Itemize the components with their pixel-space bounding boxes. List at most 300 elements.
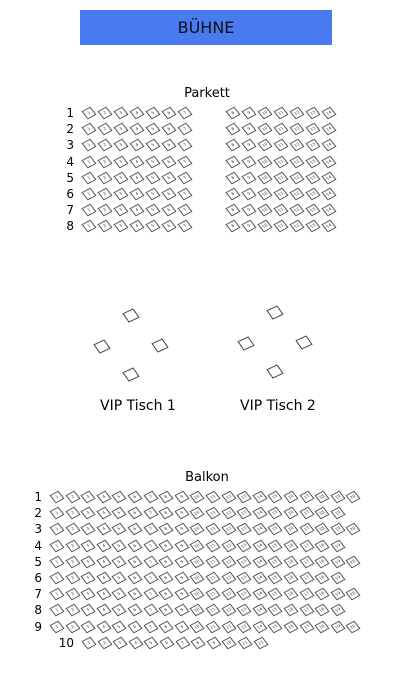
balkon-seat[interactable]: 16 xyxy=(283,539,298,552)
balkon-seat[interactable]: 13 xyxy=(237,507,252,520)
balkon-seat[interactable]: 7 xyxy=(143,491,158,504)
balkon-seat[interactable]: 3 xyxy=(81,507,96,520)
balkon-seat[interactable]: 13 xyxy=(237,539,252,552)
balkon-seat[interactable]: 12 xyxy=(221,507,236,520)
balkon-seat[interactable]: 16 xyxy=(283,523,298,536)
balkon-seat[interactable]: 19 xyxy=(330,620,345,633)
balkon-seat[interactable]: 14 xyxy=(252,539,267,552)
balkon-seat[interactable]: 12 xyxy=(221,539,236,552)
balkon-seat[interactable]: 9 xyxy=(174,572,189,585)
parkett-seat[interactable]: 4 xyxy=(129,139,144,152)
balkon-seat[interactable]: 12 xyxy=(221,620,236,633)
parkett-seat[interactable]: 2 xyxy=(97,123,112,136)
parkett-seat[interactable]: 4 xyxy=(129,204,144,217)
parkett-seat[interactable]: 13 xyxy=(305,107,320,120)
parkett-seat[interactable]: 13 xyxy=(305,204,320,217)
balkon-seat[interactable]: 7 xyxy=(143,588,158,601)
balkon-seat[interactable]: 17 xyxy=(299,491,314,504)
parkett-seat[interactable]: 7 xyxy=(177,155,192,168)
vip-table-1-seat[interactable] xyxy=(122,308,139,322)
balkon-seat[interactable]: 6 xyxy=(127,523,142,536)
balkon-seat[interactable]: 8 xyxy=(159,539,174,552)
balkon-seat[interactable]: 12 xyxy=(221,588,236,601)
parkett-seat[interactable]: 3 xyxy=(113,155,128,168)
balkon-seat[interactable]: 9 xyxy=(174,491,189,504)
balkon-seat[interactable]: 10 xyxy=(190,572,205,585)
balkon-seat[interactable]: 9 xyxy=(174,620,189,633)
parkett-seat[interactable]: 9 xyxy=(241,204,256,217)
parkett-seat[interactable]: 11 xyxy=(273,107,288,120)
balkon-seat[interactable]: 4 xyxy=(96,555,111,568)
parkett-seat[interactable]: 7 xyxy=(177,139,192,152)
parkett-seat[interactable]: 6 xyxy=(161,220,176,233)
balkon-seat[interactable]: 5 xyxy=(112,491,127,504)
parkett-seat[interactable]: 1 xyxy=(81,204,96,217)
parkett-seat[interactable]: 11 xyxy=(273,220,288,233)
balkon-seat[interactable]: 2 xyxy=(65,588,80,601)
parkett-seat[interactable]: 7 xyxy=(177,204,192,217)
balkon-seat[interactable]: 8 xyxy=(159,620,174,633)
parkett-seat[interactable]: 6 xyxy=(161,123,176,136)
balkon-seat[interactable]: 15 xyxy=(268,620,283,633)
balkon-seat[interactable]: 12 xyxy=(221,572,236,585)
balkon-seat[interactable]: 13 xyxy=(237,555,252,568)
balkon-seat[interactable]: 20 xyxy=(346,523,361,536)
balkon-seat[interactable]: 8 xyxy=(191,636,206,649)
balkon-seat[interactable]: 4 xyxy=(96,588,111,601)
balkon-seat[interactable]: 11 xyxy=(205,507,220,520)
balkon-seat[interactable]: 6 xyxy=(127,588,142,601)
parkett-seat[interactable]: 10 xyxy=(257,107,272,120)
balkon-seat[interactable]: 18 xyxy=(315,588,330,601)
parkett-seat[interactable]: 11 xyxy=(273,188,288,201)
balkon-seat[interactable]: 4 xyxy=(96,620,111,633)
parkett-seat[interactable]: 10 xyxy=(257,188,272,201)
parkett-seat[interactable]: 1 xyxy=(81,139,96,152)
balkon-seat[interactable]: 7 xyxy=(175,636,190,649)
balkon-seat[interactable]: 19 xyxy=(330,572,345,585)
balkon-seat[interactable]: 7 xyxy=(143,555,158,568)
balkon-seat[interactable]: 15 xyxy=(268,539,283,552)
parkett-seat[interactable]: 14 xyxy=(321,107,336,120)
parkett-seat[interactable]: 11 xyxy=(273,139,288,152)
parkett-seat[interactable]: 8 xyxy=(225,107,240,120)
balkon-seat[interactable]: 8 xyxy=(159,572,174,585)
balkon-seat[interactable]: 16 xyxy=(283,620,298,633)
parkett-seat[interactable]: 12 xyxy=(289,220,304,233)
parkett-seat[interactable]: 2 xyxy=(97,139,112,152)
balkon-seat[interactable]: 18 xyxy=(315,555,330,568)
balkon-seat[interactable]: 7 xyxy=(143,507,158,520)
balkon-seat[interactable]: 5 xyxy=(112,620,127,633)
balkon-seat[interactable]: 1 xyxy=(49,507,64,520)
parkett-seat[interactable]: 1 xyxy=(81,155,96,168)
balkon-seat[interactable]: 5 xyxy=(112,523,127,536)
parkett-seat[interactable]: 3 xyxy=(113,171,128,184)
balkon-seat[interactable]: 12 xyxy=(221,491,236,504)
parkett-seat[interactable]: 10 xyxy=(257,171,272,184)
parkett-seat[interactable]: 4 xyxy=(129,188,144,201)
balkon-seat[interactable]: 1 xyxy=(81,636,96,649)
parkett-seat[interactable]: 8 xyxy=(225,204,240,217)
balkon-seat[interactable]: 14 xyxy=(252,572,267,585)
parkett-seat[interactable]: 9 xyxy=(241,155,256,168)
parkett-seat[interactable]: 4 xyxy=(129,107,144,120)
balkon-seat[interactable]: 3 xyxy=(81,620,96,633)
balkon-seat[interactable]: 2 xyxy=(97,636,112,649)
parkett-seat[interactable]: 9 xyxy=(241,188,256,201)
balkon-seat[interactable]: 11 xyxy=(205,588,220,601)
parkett-seat[interactable]: 1 xyxy=(81,171,96,184)
parkett-seat[interactable]: 13 xyxy=(305,139,320,152)
balkon-seat[interactable]: 19 xyxy=(330,523,345,536)
balkon-seat[interactable]: 5 xyxy=(144,636,159,649)
parkett-seat[interactable]: 13 xyxy=(305,188,320,201)
balkon-seat[interactable]: 11 xyxy=(237,636,252,649)
parkett-seat[interactable]: 3 xyxy=(113,188,128,201)
parkett-seat[interactable]: 12 xyxy=(289,155,304,168)
parkett-seat[interactable]: 6 xyxy=(161,139,176,152)
balkon-seat[interactable]: 13 xyxy=(237,588,252,601)
balkon-seat[interactable]: 6 xyxy=(127,620,142,633)
balkon-seat[interactable]: 15 xyxy=(268,604,283,617)
parkett-seat[interactable]: 9 xyxy=(241,139,256,152)
parkett-seat[interactable]: 11 xyxy=(273,123,288,136)
balkon-seat[interactable]: 19 xyxy=(330,491,345,504)
balkon-seat[interactable]: 1 xyxy=(49,604,64,617)
parkett-seat[interactable]: 7 xyxy=(177,171,192,184)
balkon-seat[interactable]: 8 xyxy=(159,588,174,601)
balkon-seat[interactable]: 17 xyxy=(299,604,314,617)
balkon-seat[interactable]: 10 xyxy=(190,491,205,504)
balkon-seat[interactable]: 5 xyxy=(112,507,127,520)
balkon-seat[interactable]: 10 xyxy=(190,588,205,601)
balkon-seat[interactable]: 13 xyxy=(237,604,252,617)
balkon-seat[interactable]: 4 xyxy=(96,507,111,520)
balkon-seat[interactable]: 2 xyxy=(65,539,80,552)
balkon-seat[interactable]: 10 xyxy=(190,555,205,568)
balkon-seat[interactable]: 1 xyxy=(49,572,64,585)
balkon-seat[interactable]: 8 xyxy=(159,555,174,568)
balkon-seat[interactable]: 20 xyxy=(346,555,361,568)
balkon-seat[interactable]: 4 xyxy=(96,491,111,504)
balkon-seat[interactable]: 10 xyxy=(222,636,237,649)
balkon-seat[interactable]: 2 xyxy=(65,604,80,617)
balkon-seat[interactable]: 14 xyxy=(252,491,267,504)
balkon-seat[interactable]: 7 xyxy=(143,539,158,552)
balkon-seat[interactable]: 17 xyxy=(299,523,314,536)
balkon-seat[interactable]: 16 xyxy=(283,491,298,504)
balkon-seat[interactable]: 12 xyxy=(253,636,268,649)
parkett-seat[interactable]: 7 xyxy=(177,123,192,136)
balkon-seat[interactable]: 18 xyxy=(315,507,330,520)
balkon-seat[interactable]: 14 xyxy=(252,555,267,568)
balkon-seat[interactable]: 10 xyxy=(190,620,205,633)
balkon-seat[interactable]: 15 xyxy=(268,507,283,520)
balkon-seat[interactable]: 9 xyxy=(174,539,189,552)
parkett-seat[interactable]: 3 xyxy=(113,220,128,233)
balkon-seat[interactable]: 5 xyxy=(112,572,127,585)
balkon-seat[interactable]: 6 xyxy=(127,572,142,585)
balkon-seat[interactable]: 1 xyxy=(49,620,64,633)
parkett-seat[interactable]: 12 xyxy=(289,107,304,120)
parkett-seat[interactable]: 12 xyxy=(289,171,304,184)
parkett-seat[interactable]: 4 xyxy=(129,220,144,233)
parkett-seat[interactable]: 1 xyxy=(81,220,96,233)
balkon-seat[interactable]: 6 xyxy=(127,555,142,568)
balkon-seat[interactable]: 5 xyxy=(112,588,127,601)
balkon-seat[interactable]: 9 xyxy=(174,523,189,536)
balkon-seat[interactable]: 8 xyxy=(159,604,174,617)
balkon-seat[interactable]: 3 xyxy=(113,636,128,649)
parkett-seat[interactable]: 9 xyxy=(241,171,256,184)
parkett-seat[interactable]: 14 xyxy=(321,188,336,201)
parkett-seat[interactable]: 12 xyxy=(289,204,304,217)
parkett-seat[interactable]: 14 xyxy=(321,139,336,152)
parkett-seat[interactable]: 3 xyxy=(113,123,128,136)
balkon-seat[interactable]: 11 xyxy=(205,572,220,585)
vip-table-2-seat[interactable] xyxy=(237,336,254,350)
parkett-seat[interactable]: 4 xyxy=(129,171,144,184)
balkon-seat[interactable]: 6 xyxy=(127,604,142,617)
parkett-seat[interactable]: 12 xyxy=(289,123,304,136)
balkon-seat[interactable]: 14 xyxy=(252,620,267,633)
parkett-seat[interactable]: 10 xyxy=(257,220,272,233)
parkett-seat[interactable]: 14 xyxy=(321,171,336,184)
parkett-seat[interactable]: 10 xyxy=(257,123,272,136)
parkett-seat[interactable]: 6 xyxy=(161,171,176,184)
balkon-seat[interactable]: 19 xyxy=(330,588,345,601)
balkon-seat[interactable]: 17 xyxy=(299,588,314,601)
balkon-seat[interactable]: 6 xyxy=(159,636,174,649)
balkon-seat[interactable]: 5 xyxy=(112,539,127,552)
balkon-seat[interactable]: 11 xyxy=(205,555,220,568)
parkett-seat[interactable]: 13 xyxy=(305,155,320,168)
parkett-seat[interactable]: 1 xyxy=(81,188,96,201)
balkon-seat[interactable]: 19 xyxy=(330,507,345,520)
parkett-seat[interactable]: 7 xyxy=(177,220,192,233)
balkon-seat[interactable]: 1 xyxy=(49,491,64,504)
balkon-seat[interactable]: 8 xyxy=(159,507,174,520)
balkon-seat[interactable]: 17 xyxy=(299,572,314,585)
balkon-seat[interactable]: 14 xyxy=(252,588,267,601)
parkett-seat[interactable]: 14 xyxy=(321,123,336,136)
parkett-seat[interactable]: 5 xyxy=(145,171,160,184)
parkett-seat[interactable]: 10 xyxy=(257,155,272,168)
balkon-seat[interactable]: 12 xyxy=(221,555,236,568)
balkon-seat[interactable]: 20 xyxy=(346,491,361,504)
balkon-seat[interactable]: 2 xyxy=(65,491,80,504)
balkon-seat[interactable]: 1 xyxy=(49,555,64,568)
parkett-seat[interactable]: 5 xyxy=(145,139,160,152)
balkon-seat[interactable]: 2 xyxy=(65,507,80,520)
balkon-seat[interactable]: 3 xyxy=(81,572,96,585)
parkett-seat[interactable]: 14 xyxy=(321,155,336,168)
balkon-seat[interactable]: 11 xyxy=(205,604,220,617)
balkon-seat[interactable]: 4 xyxy=(96,572,111,585)
parkett-seat[interactable]: 6 xyxy=(161,204,176,217)
parkett-seat[interactable]: 3 xyxy=(113,204,128,217)
parkett-seat[interactable]: 13 xyxy=(305,220,320,233)
balkon-seat[interactable]: 10 xyxy=(190,539,205,552)
balkon-seat[interactable]: 10 xyxy=(190,604,205,617)
parkett-seat[interactable]: 9 xyxy=(241,123,256,136)
balkon-seat[interactable]: 19 xyxy=(330,539,345,552)
balkon-seat[interactable]: 19 xyxy=(330,604,345,617)
balkon-seat[interactable]: 18 xyxy=(315,620,330,633)
balkon-seat[interactable]: 12 xyxy=(221,523,236,536)
parkett-seat[interactable]: 2 xyxy=(97,188,112,201)
parkett-seat[interactable]: 12 xyxy=(289,188,304,201)
parkett-seat[interactable]: 2 xyxy=(97,204,112,217)
balkon-seat[interactable]: 11 xyxy=(205,620,220,633)
vip-table-2-seat[interactable] xyxy=(266,305,283,319)
parkett-seat[interactable]: 13 xyxy=(305,171,320,184)
parkett-seat[interactable]: 11 xyxy=(273,155,288,168)
balkon-seat[interactable]: 1 xyxy=(49,588,64,601)
parkett-seat[interactable]: 2 xyxy=(97,107,112,120)
balkon-seat[interactable]: 20 xyxy=(346,620,361,633)
balkon-seat[interactable]: 18 xyxy=(315,523,330,536)
balkon-seat[interactable]: 18 xyxy=(315,572,330,585)
balkon-seat[interactable]: 15 xyxy=(268,555,283,568)
balkon-seat[interactable]: 14 xyxy=(252,523,267,536)
balkon-seat[interactable]: 3 xyxy=(81,555,96,568)
balkon-seat[interactable]: 18 xyxy=(315,539,330,552)
balkon-seat[interactable]: 13 xyxy=(237,491,252,504)
balkon-seat[interactable]: 15 xyxy=(268,491,283,504)
balkon-seat[interactable]: 9 xyxy=(174,604,189,617)
balkon-seat[interactable]: 11 xyxy=(205,539,220,552)
balkon-seat[interactable]: 4 xyxy=(96,604,111,617)
balkon-seat[interactable]: 6 xyxy=(127,491,142,504)
vip-table-2-seat[interactable] xyxy=(295,335,312,349)
balkon-seat[interactable]: 20 xyxy=(346,588,361,601)
balkon-seat[interactable]: 13 xyxy=(237,572,252,585)
balkon-seat[interactable]: 8 xyxy=(159,523,174,536)
balkon-seat[interactable]: 9 xyxy=(174,588,189,601)
balkon-seat[interactable]: 3 xyxy=(81,588,96,601)
balkon-seat[interactable]: 11 xyxy=(205,523,220,536)
balkon-seat[interactable]: 12 xyxy=(221,604,236,617)
parkett-seat[interactable]: 14 xyxy=(321,220,336,233)
parkett-seat[interactable]: 3 xyxy=(113,107,128,120)
balkon-seat[interactable]: 5 xyxy=(112,555,127,568)
parkett-seat[interactable]: 5 xyxy=(145,155,160,168)
balkon-seat[interactable]: 16 xyxy=(283,555,298,568)
balkon-seat[interactable]: 7 xyxy=(143,523,158,536)
vip-table-1-seat[interactable] xyxy=(122,367,139,381)
parkett-seat[interactable]: 6 xyxy=(161,155,176,168)
parkett-seat[interactable]: 13 xyxy=(305,123,320,136)
balkon-seat[interactable]: 7 xyxy=(143,572,158,585)
balkon-seat[interactable]: 15 xyxy=(268,588,283,601)
balkon-seat[interactable]: 7 xyxy=(143,604,158,617)
balkon-seat[interactable]: 10 xyxy=(190,523,205,536)
parkett-seat[interactable]: 3 xyxy=(113,139,128,152)
balkon-seat[interactable]: 17 xyxy=(299,539,314,552)
balkon-seat[interactable]: 19 xyxy=(330,555,345,568)
parkett-seat[interactable]: 11 xyxy=(273,171,288,184)
vip-table-1-seat[interactable] xyxy=(151,338,168,352)
balkon-seat[interactable]: 3 xyxy=(81,523,96,536)
balkon-seat[interactable]: 18 xyxy=(315,491,330,504)
parkett-seat[interactable]: 7 xyxy=(177,107,192,120)
balkon-seat[interactable]: 14 xyxy=(252,507,267,520)
parkett-seat[interactable]: 10 xyxy=(257,139,272,152)
balkon-seat[interactable]: 14 xyxy=(252,604,267,617)
balkon-seat[interactable]: 6 xyxy=(127,539,142,552)
balkon-seat[interactable]: 1 xyxy=(49,539,64,552)
balkon-seat[interactable]: 5 xyxy=(112,604,127,617)
balkon-seat[interactable]: 16 xyxy=(283,588,298,601)
parkett-seat[interactable]: 10 xyxy=(257,204,272,217)
balkon-seat[interactable]: 3 xyxy=(81,539,96,552)
balkon-seat[interactable]: 18 xyxy=(315,604,330,617)
parkett-seat[interactable]: 9 xyxy=(241,107,256,120)
balkon-seat[interactable]: 2 xyxy=(65,572,80,585)
parkett-seat[interactable]: 8 xyxy=(225,220,240,233)
vip-table-2-seat[interactable] xyxy=(266,364,283,378)
balkon-seat[interactable]: 17 xyxy=(299,620,314,633)
parkett-seat[interactable]: 5 xyxy=(145,188,160,201)
parkett-seat[interactable]: 8 xyxy=(225,188,240,201)
balkon-seat[interactable]: 13 xyxy=(237,620,252,633)
parkett-seat[interactable]: 8 xyxy=(225,139,240,152)
parkett-seat[interactable]: 4 xyxy=(129,123,144,136)
balkon-seat[interactable]: 13 xyxy=(237,523,252,536)
parkett-seat[interactable]: 2 xyxy=(97,220,112,233)
parkett-seat[interactable]: 8 xyxy=(225,123,240,136)
balkon-seat[interactable]: 17 xyxy=(299,555,314,568)
balkon-seat[interactable]: 9 xyxy=(206,636,221,649)
balkon-seat[interactable]: 2 xyxy=(65,555,80,568)
parkett-seat[interactable]: 2 xyxy=(97,171,112,184)
parkett-seat[interactable]: 2 xyxy=(97,155,112,168)
parkett-seat[interactable]: 4 xyxy=(129,155,144,168)
balkon-seat[interactable]: 2 xyxy=(65,620,80,633)
balkon-seat[interactable]: 15 xyxy=(268,523,283,536)
balkon-seat[interactable]: 3 xyxy=(81,491,96,504)
balkon-seat[interactable]: 7 xyxy=(143,620,158,633)
vip-table-1-seat[interactable] xyxy=(93,339,110,353)
balkon-seat[interactable]: 17 xyxy=(299,507,314,520)
parkett-seat[interactable]: 8 xyxy=(225,155,240,168)
balkon-seat[interactable]: 4 xyxy=(96,523,111,536)
balkon-seat[interactable]: 4 xyxy=(128,636,143,649)
parkett-seat[interactable]: 5 xyxy=(145,107,160,120)
balkon-seat[interactable]: 2 xyxy=(65,523,80,536)
parkett-seat[interactable]: 5 xyxy=(145,204,160,217)
parkett-seat[interactable]: 6 xyxy=(161,188,176,201)
parkett-seat[interactable]: 12 xyxy=(289,139,304,152)
parkett-seat[interactable]: 5 xyxy=(145,123,160,136)
balkon-seat[interactable]: 10 xyxy=(190,507,205,520)
parkett-seat[interactable]: 14 xyxy=(321,204,336,217)
balkon-seat[interactable]: 9 xyxy=(174,555,189,568)
parkett-seat[interactable]: 6 xyxy=(161,107,176,120)
balkon-seat[interactable]: 16 xyxy=(283,572,298,585)
balkon-seat[interactable]: 9 xyxy=(174,507,189,520)
parkett-seat[interactable]: 1 xyxy=(81,123,96,136)
balkon-seat[interactable]: 3 xyxy=(81,604,96,617)
parkett-seat[interactable]: 9 xyxy=(241,220,256,233)
parkett-seat[interactable]: 5 xyxy=(145,220,160,233)
balkon-seat[interactable]: 15 xyxy=(268,572,283,585)
balkon-seat[interactable]: 1 xyxy=(49,523,64,536)
balkon-seat[interactable]: 6 xyxy=(127,507,142,520)
balkon-seat[interactable]: 8 xyxy=(159,491,174,504)
